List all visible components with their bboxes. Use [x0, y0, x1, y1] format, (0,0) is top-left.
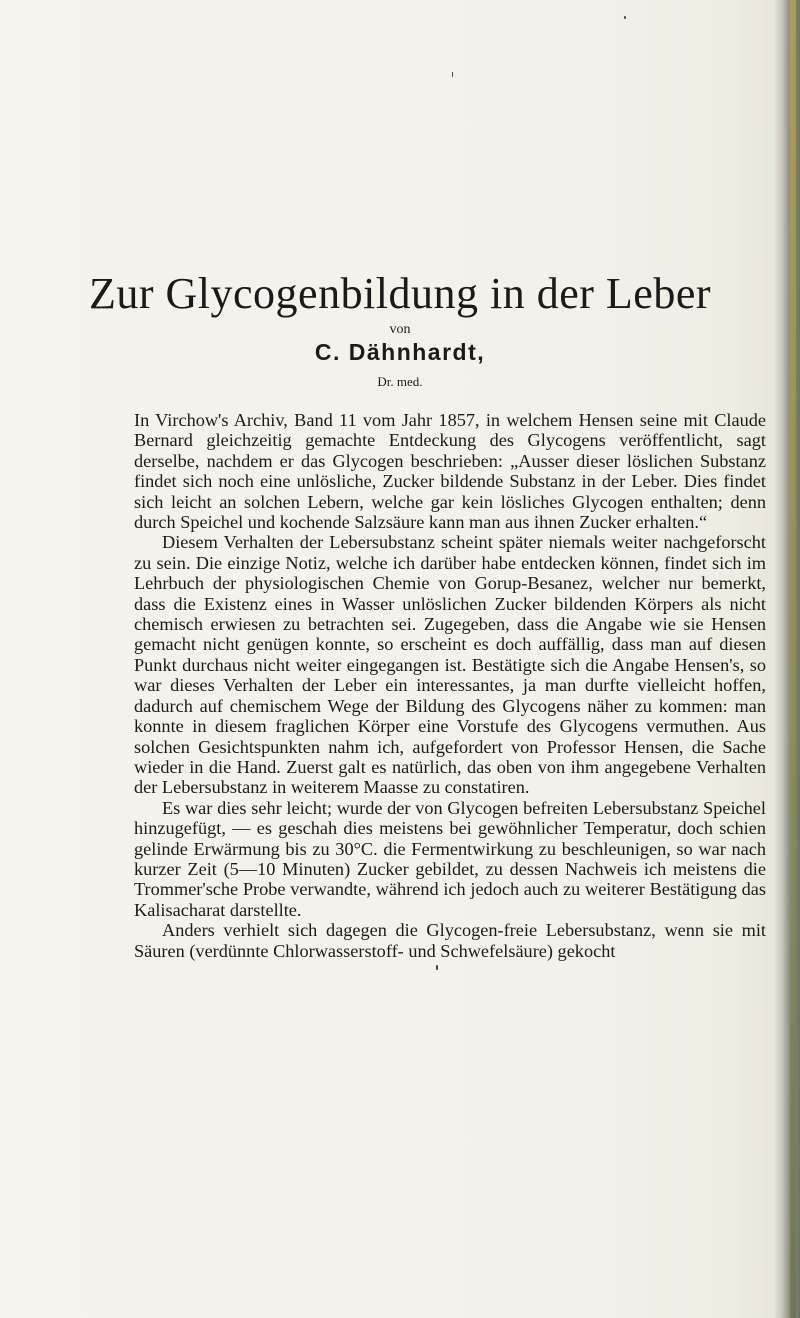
paragraph-4: Anders verhielt sich dagegen die Glycogen-freie Lebersubstanz, wenn sie mit Säuren (verdünnte Chlorwasserstoff- und Schwefelsäure) gekocht — [134, 920, 766, 961]
paragraph-1: In Virchow's Archiv, Band 11 vom Jahr 1857, in welchem Hensen seine mit Claude Bernard gleichzeitig gemachte Entdeckung des Glycogens veröffentlicht, sagt derselbe, nachdem er das Glycogen beschrieben: „Ausser dieser löslichen Substanz findet sich noch eine unlösliche, Zucker bildende Substanz in der Leber. Dies findet sich leicht an solchen Lebern, welche gar kein lösliches Glycogen enthalten; denn durch Speichel und kochende Salzsäure kann man aus ihnen Zucker erhalten.“ — [134, 410, 766, 533]
author-degree: Dr. med. — [377, 374, 423, 389]
book-binding-edge — [774, 0, 800, 1318]
page-speck-top-left — [452, 72, 453, 77]
author-preposition: von — [389, 322, 411, 337]
paragraph-2: Diesem Verhalten der Lebersubstanz scheint später niemals weiter nachgeforscht zu sein. Die einzige Notiz, welche ich darüber habe entdecken können, findet sich im Lehrbuch der physiologischen Chemie von Gorup-Besanez, welcher nur bemerkt, dass die Existenz eines in Wasser unlöslichen Zucker bildenden Körpers als nicht chemisch erwiesen zu betrachten sei. Zugegeben, dass die Angabe wie sie Hensen gemacht nicht genügen konnte, so erscheint es doch auffällig, dass man auf diesen Punkt durchaus nicht weiter eingegangen ist. Bestätigte sich die Angabe Hensen's, so war dieses Verhalten der Leber ein interessantes, ja man durfte vielleicht hoffen, dadurch auf chemischem Wege der Bildung des Glycogens näher zu kommen: man konnte in diesem fraglichen Körper eine Vorstufe des Glycogens vermuthen. Aus solchen Gesichtspunkten nahm ich, aufgefordert von Professor Hensen, die Sache wieder in die Hand. Zuerst galt es natürlich, das oben von ihm angegebene Verhalten der Lebersubstanz in weiterem Maasse zu constatiren. — [134, 532, 766, 798]
page-speck-bottom — [436, 965, 438, 970]
page-speck-top — [624, 16, 626, 19]
author-name: C. Dähnhardt, — [314, 339, 486, 365]
paragraph-3: Es war dies sehr leicht; wurde der von Glycogen befreiten Lebersubstanz Speichel hinzugefügt, — es geschah dies meistens bei gewöhnlicher Temperatur, doch schien gelinde Erwärmung bis zu 30°C. die Fermentwirkung zu beschleunigen, so war nach kurzer Zeit (5—10 Minuten) Zucker gebildet, zu dessen Nachweis ich meistens die Trommer'sche Probe verwandte, während ich jedoch auch zu weiterer Bestätigung das Kalisacharat darstellte. — [134, 797, 766, 920]
article-body — [134, 410, 766, 961]
article-title: Zur Glycogenbildung in der Leber — [88, 269, 712, 318]
